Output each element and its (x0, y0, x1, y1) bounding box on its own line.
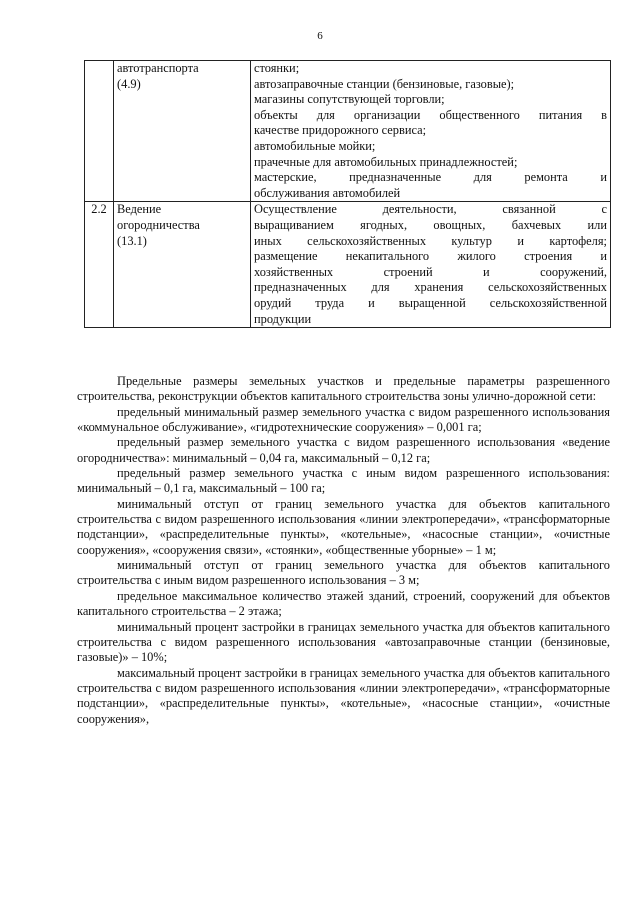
table-row (85, 61, 611, 202)
description-line: стоянки; (254, 61, 300, 75)
paragraph: максимальный процент застройки в границах земельного участка для объектов капитального строительства с видом разрешенного использования «линии электропередачи», «трансформаторные подстанции», «распределительные пункты», «котельные», «насосные станции», «очистные сооружения», (77, 665, 610, 726)
use-type-name (114, 202, 251, 328)
description-line: предназначенных для хранения сельскохозяйственных (254, 280, 607, 295)
paragraph: Предельные размеры земельных участков и предельные параметры разрешенного строительства, реконструкции объектов капитального строительства зоны улично-дорожной сети: (77, 374, 610, 404)
row-number: 2.2 (85, 202, 114, 328)
paragraph: предельный размер земельного участка с видом разрешенного использования «ведение огородничества»: минимальный – 0,04 га, максимальный – 0,12 га; (77, 435, 610, 465)
use-type-name-line: (4.9) (117, 76, 141, 91)
description-line: мастерские, предназначенные для ремонта и (254, 170, 607, 185)
permitted-use-table (84, 60, 611, 328)
table-row (85, 202, 611, 328)
use-type-name-line: огородничества (117, 217, 200, 232)
row-number (85, 61, 114, 202)
description-line: выращиванием ягодных, овощных, бахчевых или (254, 217, 607, 232)
description-line: прачечные для автомобильных принадлежностей; (254, 154, 518, 169)
page-number: 6 (317, 30, 323, 42)
description-line: автомобильные мойки; (254, 138, 376, 153)
paragraph: предельный размер земельного участка с иным видом разрешенного использования: минимальный – 0,1 га, максимальный – 100 га; (77, 466, 610, 496)
description-line: автозаправочные станции (бензиновые, газовые); (254, 76, 515, 91)
paragraph: минимальный процент застройки в границах земельного участка для объектов капитального строительства с видом разрешенного использования «автозаправочные станции (бензиновые, газовые)» – 10%; (77, 619, 610, 665)
use-type-name-line: автотранспорта (117, 61, 199, 75)
paragraph: минимальный отступ от границ земельного участка для объектов капитального строительства с видом разрешенного использования «линии электропередачи», «трансформаторные подстанции», «распределительные пункты», «котельные», «насосные станции», «очистные сооружения», «сооружения связи», «стоянки», «общественные уборные» – 1 м; (77, 496, 610, 557)
paragraph: предельный минимальный размер земельного участка с видом разрешенного использования «коммунальное обслуживание», «гидротехнические сооружения» – 0,001 га; (77, 404, 610, 435)
description-line: иных сельскохозяйственных культур и картофеля; (254, 233, 607, 248)
paragraph: предельное максимальное количество этажей зданий, строений, сооружений для объектов капитального строительства – 2 этажа; (77, 588, 610, 619)
description-line: орудий труда и выращенной сельскохозяйственной (254, 295, 607, 310)
use-type-name-line: Ведение (117, 202, 162, 217)
document-body-text (77, 374, 610, 727)
description-line: объекты для организации общественного питания в (254, 107, 607, 122)
paragraph: минимальный отступ от границ земельного участка для объектов капитального строительства с иным видом разрешенного использования – 3 м; (77, 558, 610, 588)
use-type-description (251, 61, 611, 202)
description-line: Осуществление деятельности, связанной с (254, 202, 607, 217)
description-line: обслуживания автомобилей (254, 185, 401, 200)
use-type-description (251, 202, 611, 328)
use-type-name-line: (13.1) (117, 233, 147, 248)
use-type-name (114, 61, 251, 202)
description-line: качестве придорожного сервиса; (254, 123, 427, 138)
description-line: хозяйственных строений и сооружений, (254, 264, 607, 279)
description-line: размещение некапитального жилого строения и (254, 249, 607, 264)
description-line: продукции (254, 311, 312, 326)
description-line: магазины сопутствующей торговли; (254, 92, 445, 107)
